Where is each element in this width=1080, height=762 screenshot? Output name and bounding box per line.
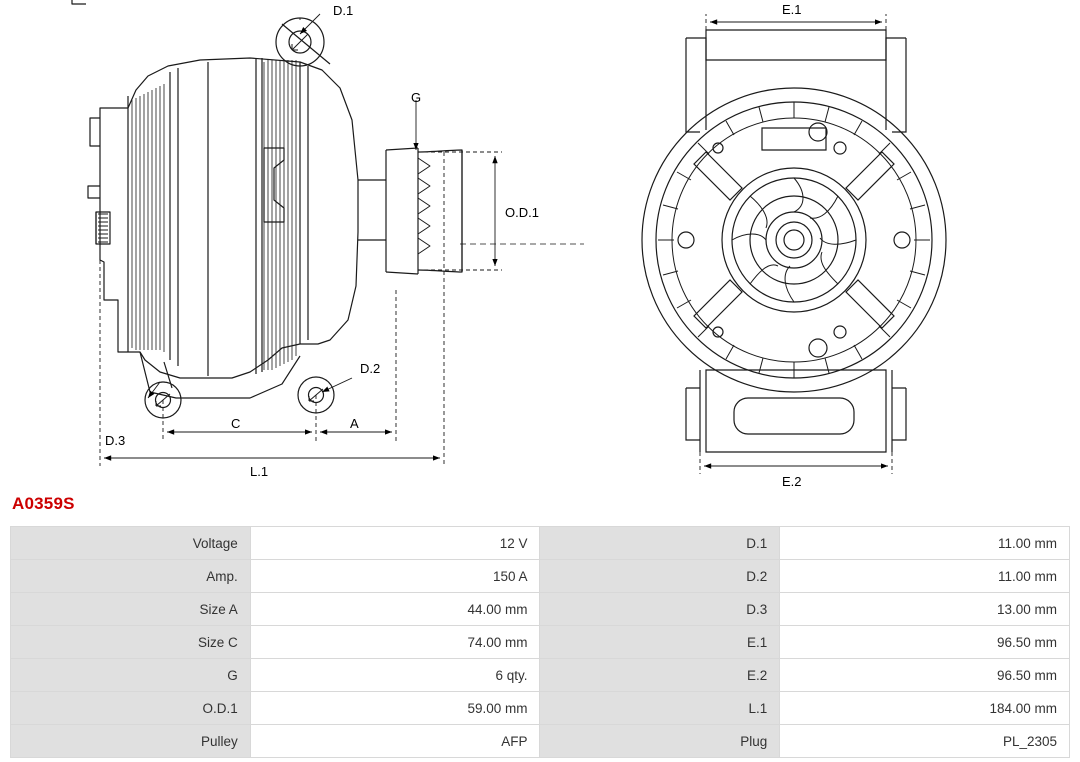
label-l1: L.1 xyxy=(250,464,269,479)
spec-label: Pulley xyxy=(11,725,251,758)
table-row xyxy=(11,626,1070,659)
spec-label: Amp. xyxy=(11,560,251,593)
spec-value: 6 qty. xyxy=(250,659,540,692)
spec-label: G xyxy=(11,659,251,692)
spec-value: 12 V xyxy=(250,527,540,560)
specifications-table xyxy=(10,526,1070,758)
spec-label: Plug xyxy=(540,725,780,758)
spec-label: D.1 xyxy=(540,527,780,560)
table-row xyxy=(11,593,1070,626)
spec-value: 184.00 mm xyxy=(780,692,1070,725)
label-e1: E.1 xyxy=(782,2,802,17)
spec-label: L.1 xyxy=(540,692,780,725)
table-row xyxy=(11,659,1070,692)
table-row xyxy=(11,527,1070,560)
spec-label: Voltage xyxy=(11,527,251,560)
spec-label: E.1 xyxy=(540,626,780,659)
side-view xyxy=(72,0,462,418)
front-view-labels xyxy=(782,2,802,489)
spec-label: D.2 xyxy=(540,560,780,593)
label-d1: D.1 xyxy=(333,3,354,18)
label-d3: D.3 xyxy=(105,433,126,448)
spec-value: AFP xyxy=(250,725,540,758)
label-d2: D.2 xyxy=(360,361,381,376)
spec-label: E.2 xyxy=(540,659,780,692)
label-e2: E.2 xyxy=(782,474,802,489)
side-dimensions xyxy=(100,14,584,466)
label-od1: O.D.1 xyxy=(505,205,539,220)
spec-value: 11.00 mm xyxy=(780,527,1070,560)
label-c: C xyxy=(231,416,241,431)
spec-value: 11.00 mm xyxy=(780,560,1070,593)
label-a: A xyxy=(350,416,359,431)
table-row xyxy=(11,560,1070,593)
spec-label: O.D.1 xyxy=(11,692,251,725)
spec-value: 150 A xyxy=(250,560,540,593)
spec-label: D.3 xyxy=(540,593,780,626)
spec-label: Size C xyxy=(11,626,251,659)
spec-value: 59.00 mm xyxy=(250,692,540,725)
spec-value: PL_2305 xyxy=(780,725,1070,758)
part-code: A0359S xyxy=(12,494,75,513)
spec-value: 96.50 mm xyxy=(780,659,1070,692)
label-g: G xyxy=(411,90,422,105)
front-dimensions xyxy=(700,14,892,474)
table-row xyxy=(11,692,1070,725)
table-row xyxy=(11,725,1070,758)
spec-value: 44.00 mm xyxy=(250,593,540,626)
spec-value: 13.00 mm xyxy=(780,593,1070,626)
spec-value: 74.00 mm xyxy=(250,626,540,659)
specifications-body xyxy=(11,527,1070,758)
front-view xyxy=(642,30,946,452)
spec-value: 96.50 mm xyxy=(780,626,1070,659)
spec-label: Size A xyxy=(11,593,251,626)
